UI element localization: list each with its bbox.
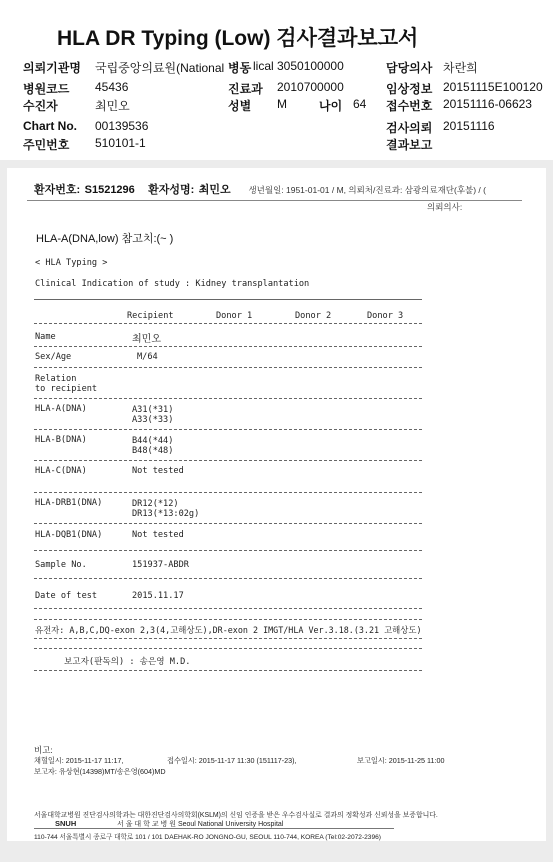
row-label-hla-b: HLA-B(DNA) (35, 435, 87, 445)
col-recipient: Recipient (127, 311, 174, 321)
patient-value: 최민오 (95, 99, 130, 113)
hla-dqb1-value: Not tested (132, 530, 184, 540)
row-label-date-of-test: Date of test (35, 591, 98, 601)
divider (34, 429, 422, 430)
date-of-test-value: 2015.11.17 (132, 591, 184, 601)
chart-label: Chart No. (23, 119, 77, 133)
row-label-relation-2: to recipient (35, 384, 98, 394)
receive-time: 접수일시: 2015-11-17 11:30 (151117-23), (167, 756, 297, 765)
hla-a-allele-1: A31(*31) (132, 405, 174, 415)
request-label: 검사의뢰 (386, 121, 433, 135)
patient-label: 수진자 (23, 99, 58, 113)
chart-value: 00139536 (95, 119, 149, 133)
divider (34, 367, 422, 368)
divider (34, 523, 422, 524)
ward-label: 병동 (228, 61, 252, 75)
clinical-indication: Clinical Indication of study : Kidney transplantation (35, 279, 310, 289)
divider (34, 619, 422, 620)
patient-name-label: 환자성명: (148, 184, 195, 196)
receipt-value: 20151116-06623 (443, 97, 532, 111)
row-label-hla-dqb1: HLA-DQB1(DNA) (35, 530, 103, 540)
hla-b-allele-1: B44(*44) (132, 436, 174, 446)
receipt-label: 접수번호 (386, 99, 433, 113)
row-label-relation: Relation (35, 374, 77, 384)
hla-drb1-allele-1: DR12(*12) (132, 499, 179, 509)
divider (34, 578, 422, 579)
divider (34, 492, 422, 493)
age-label: 나이 (319, 99, 343, 113)
row-label-hla-drb1: HLA-DRB1(DNA) (35, 498, 103, 508)
page-title: HLA DR Typing (Low) 검사결과보고서 (57, 27, 419, 50)
hospital-code-value: 45436 (95, 80, 129, 94)
request-value: 20151116 (443, 119, 495, 133)
report-time: 보고일시: 2015-11-25 11:00 (357, 756, 445, 765)
recipient-name: 최민오 (132, 334, 161, 345)
typing-header: < HLA Typing > (35, 258, 108, 268)
hospital-name: 서 울 대 학 교 병 원 Seoul National University Hospital (117, 821, 284, 828)
clinical-value: 20151115E100120 (443, 80, 543, 94)
age-value: 64 (353, 97, 367, 111)
notes-label: 비고: (34, 745, 53, 755)
reporter-text: 보고자(판독의) : 송은영 M.D. (64, 657, 191, 667)
section-title: HLA-A(DNA,low) 참고치:(~ ) (36, 233, 174, 245)
collect-time: 채혈일시: 2015-11-17 11:17, (34, 756, 124, 765)
divider (34, 460, 422, 461)
recipient-sex-age: M/64 (137, 352, 158, 362)
hla-a-allele-2: A33(*33) (132, 415, 174, 425)
sex-label: 성별 (228, 99, 252, 113)
divider (34, 550, 422, 551)
sample-no-value: 151937-ABDR (132, 560, 189, 570)
row-label-sample-no: Sample No. (35, 560, 87, 570)
report-header (0, 0, 553, 160)
institution-label: 의뢰기관명 (23, 61, 81, 75)
hospital-logo: SNUH (55, 819, 77, 828)
clinical-label: 임상정보 (386, 82, 433, 96)
col-donor-3: Donor 3 (367, 311, 404, 321)
doctor-value: 차란희 (443, 61, 478, 75)
patient-details: 생년월일: 1951-01-01 / M, 의뢰처/진료과: 삼광의료재단(후불) / ( (248, 185, 486, 195)
referring-doctor-label: 의뢰의사: (427, 202, 463, 212)
divider (34, 670, 422, 671)
patient-line (34, 180, 486, 198)
doctor-label: 담당의사 (386, 61, 433, 75)
col-donor-2: Donor 2 (295, 311, 332, 321)
hla-drb1-allele-2: DR13(*13:02g) (132, 509, 200, 519)
hla-b-allele-2: B48(*48) (132, 446, 174, 456)
institution-value: 국립중앙의료원(National (95, 61, 225, 75)
ward-value: lical (253, 59, 274, 73)
patient-name-value: 최민오 (198, 184, 231, 196)
row-label-name: Name (35, 332, 56, 342)
hospital-address: 110-744 서울특별시 종로구 대학로 101 / 101 DAEHAK-RO JONGNO-GU, SEOUL 110-744, KOREA (Tel:02-2072-2396) (34, 834, 382, 841)
divider (34, 648, 422, 649)
patient-id-label: 환자번호: (34, 184, 81, 196)
result-report (7, 168, 546, 841)
patient-id-value: S1521296 (84, 184, 135, 196)
certification-text: 서울대학교병원 진단검사의학과는 대한진단검사의학회(KSLM)의 신임 인증을 받은 우수검사실로 결과의 정확성과 신뢰성을 보증합니다. (34, 812, 438, 819)
divider (34, 608, 422, 609)
divider (34, 323, 422, 324)
divider (34, 398, 422, 399)
row-label-hla-a: HLA-A(DNA) (35, 404, 87, 414)
col-donor-1: Donor 1 (216, 311, 253, 321)
row-label-hla-c: HLA-C(DNA) (35, 466, 87, 476)
divider (27, 200, 522, 201)
dept-label: 진료과 (228, 82, 263, 96)
divider (34, 638, 422, 639)
dept-value: 2010700000 (277, 80, 344, 94)
divider (34, 828, 394, 829)
hla-c-value: Not tested (132, 466, 184, 476)
divider (34, 346, 422, 347)
rrn-value: 510101-1 (95, 136, 146, 150)
report-label: 결과보고 (386, 138, 433, 152)
reporter-line: 보고자: 유상현(14398)MT/송은영(604)MD (34, 767, 166, 776)
rrn-label: 주민번호 (23, 138, 70, 152)
ward-code-value: 3050100000 (277, 59, 344, 73)
hospital-code-label: 병원코드 (23, 82, 70, 96)
divider (34, 299, 422, 300)
sex-value: M (277, 97, 287, 111)
method-text: 유전자: A,B,C,DQ-exon 2,3(4,고해상도),DR-exon 2 IMGT/HLA Ver.3.18.(3.21 고해상도) (35, 625, 422, 635)
row-label-sex-age: Sex/Age (35, 352, 72, 362)
